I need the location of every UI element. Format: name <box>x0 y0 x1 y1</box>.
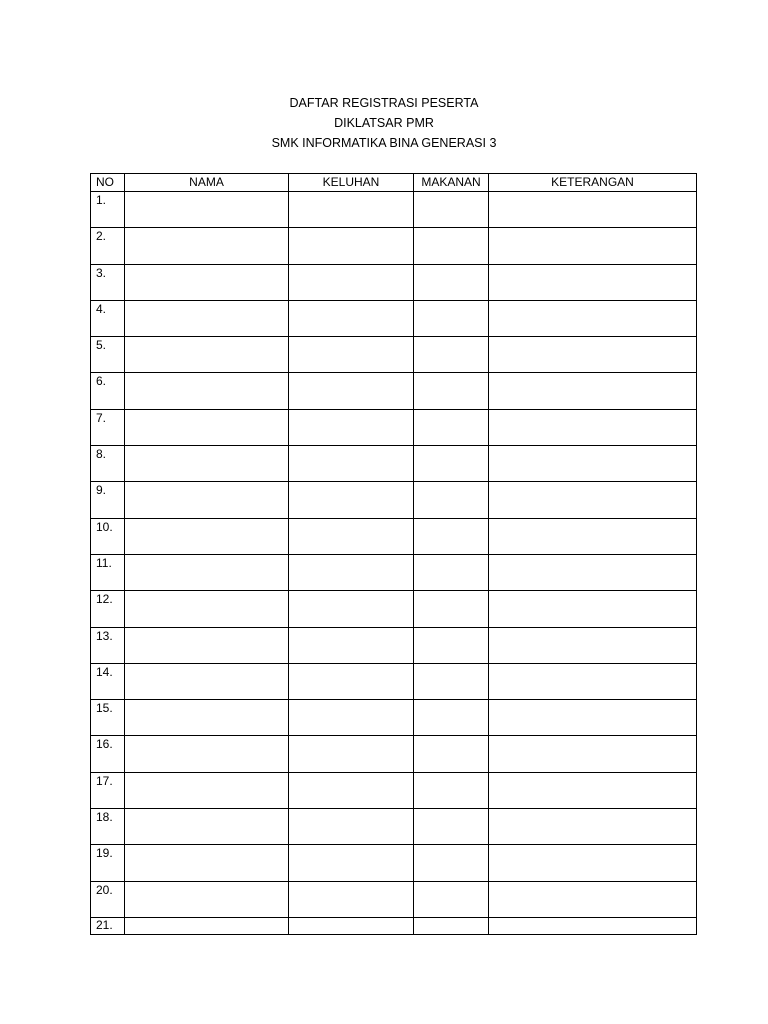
row-number: 6. <box>91 373 125 409</box>
table-row <box>91 591 697 627</box>
makanan-cell <box>414 772 489 808</box>
table-row <box>91 409 697 445</box>
nama-cell <box>125 591 289 627</box>
nama-cell <box>125 192 289 228</box>
keluhan-cell <box>289 845 414 881</box>
keterangan-cell <box>489 482 697 518</box>
keterangan-cell <box>489 337 697 373</box>
nama-cell <box>125 627 289 663</box>
table-row <box>91 518 697 554</box>
makanan-cell <box>414 627 489 663</box>
table-row <box>91 554 697 590</box>
keterangan-cell <box>489 409 697 445</box>
keluhan-cell <box>289 518 414 554</box>
table-row <box>91 917 697 934</box>
keluhan-cell <box>289 736 414 772</box>
makanan-cell <box>414 446 489 482</box>
keterangan-cell <box>489 591 697 627</box>
keluhan-cell <box>289 300 414 336</box>
makanan-cell <box>414 192 489 228</box>
nama-cell <box>125 337 289 373</box>
nama-cell <box>125 446 289 482</box>
column-header-makanan: MAKANAN <box>414 174 489 192</box>
registration-table <box>90 173 697 935</box>
table-row <box>91 663 697 699</box>
table-row <box>91 373 697 409</box>
keterangan-cell <box>489 917 697 934</box>
keterangan-cell <box>489 192 697 228</box>
row-number: 8. <box>91 446 125 482</box>
nama-cell <box>125 700 289 736</box>
makanan-cell <box>414 554 489 590</box>
table-row <box>91 881 697 917</box>
column-header-keterangan: KETERANGAN <box>489 174 697 192</box>
row-number: 11. <box>91 554 125 590</box>
nama-cell <box>125 881 289 917</box>
table-row <box>91 446 697 482</box>
makanan-cell <box>414 917 489 934</box>
table-row <box>91 228 697 264</box>
row-number: 20. <box>91 881 125 917</box>
makanan-cell <box>414 264 489 300</box>
column-header-no: NO <box>91 174 125 192</box>
makanan-cell <box>414 591 489 627</box>
keluhan-cell <box>289 264 414 300</box>
makanan-cell <box>414 809 489 845</box>
keluhan-cell <box>289 373 414 409</box>
keluhan-cell <box>289 809 414 845</box>
makanan-cell <box>414 337 489 373</box>
nama-cell <box>125 772 289 808</box>
column-header-keluhan: KELUHAN <box>289 174 414 192</box>
makanan-cell <box>414 881 489 917</box>
row-number: 9. <box>91 482 125 518</box>
row-number: 15. <box>91 700 125 736</box>
row-number: 18. <box>91 809 125 845</box>
keterangan-cell <box>489 736 697 772</box>
nama-cell <box>125 554 289 590</box>
nama-cell <box>125 373 289 409</box>
row-number: 5. <box>91 337 125 373</box>
makanan-cell <box>414 482 489 518</box>
keluhan-cell <box>289 881 414 917</box>
row-number: 17. <box>91 772 125 808</box>
table-row <box>91 809 697 845</box>
keterangan-cell <box>489 264 697 300</box>
nama-cell <box>125 409 289 445</box>
makanan-cell <box>414 663 489 699</box>
keluhan-cell <box>289 554 414 590</box>
keterangan-cell <box>489 446 697 482</box>
makanan-cell <box>414 300 489 336</box>
makanan-cell <box>414 845 489 881</box>
nama-cell <box>125 228 289 264</box>
nama-cell <box>125 736 289 772</box>
makanan-cell <box>414 700 489 736</box>
nama-cell <box>125 663 289 699</box>
keterangan-cell <box>489 228 697 264</box>
makanan-cell <box>414 518 489 554</box>
table-row <box>91 300 697 336</box>
row-number: 1. <box>91 192 125 228</box>
keluhan-cell <box>289 228 414 264</box>
table-row <box>91 627 697 663</box>
keterangan-cell <box>489 518 697 554</box>
document-title <box>0 93 768 153</box>
keluhan-cell <box>289 409 414 445</box>
title-line-2: DIKLATSAR PMR <box>334 116 434 130</box>
nama-cell <box>125 518 289 554</box>
row-number: 2. <box>91 228 125 264</box>
nama-cell <box>125 300 289 336</box>
keluhan-cell <box>289 627 414 663</box>
table-row <box>91 264 697 300</box>
makanan-cell <box>414 409 489 445</box>
title-line-3: SMK INFORMATIKA BINA GENERASI 3 <box>271 136 497 150</box>
keluhan-cell <box>289 446 414 482</box>
nama-cell <box>125 809 289 845</box>
row-number: 7. <box>91 409 125 445</box>
keterangan-cell <box>489 809 697 845</box>
table-row <box>91 736 697 772</box>
keluhan-cell <box>289 591 414 627</box>
row-number: 14. <box>91 663 125 699</box>
table-row <box>91 192 697 228</box>
table-row <box>91 482 697 518</box>
table-row <box>91 845 697 881</box>
row-number: 19. <box>91 845 125 881</box>
table-row <box>91 337 697 373</box>
keterangan-cell <box>489 772 697 808</box>
nama-cell <box>125 264 289 300</box>
row-number: 12. <box>91 591 125 627</box>
table-row <box>91 772 697 808</box>
row-number: 4. <box>91 300 125 336</box>
column-header-nama: NAMA <box>125 174 289 192</box>
title-line-1: DAFTAR REGISTRASI PESERTA <box>289 96 479 110</box>
row-number: 10. <box>91 518 125 554</box>
row-number: 21. <box>91 917 125 934</box>
keluhan-cell <box>289 337 414 373</box>
makanan-cell <box>414 373 489 409</box>
row-number: 16. <box>91 736 125 772</box>
nama-cell <box>125 845 289 881</box>
keluhan-cell <box>289 772 414 808</box>
keterangan-cell <box>489 881 697 917</box>
keterangan-cell <box>489 300 697 336</box>
keluhan-cell <box>289 192 414 228</box>
makanan-cell <box>414 228 489 264</box>
keterangan-cell <box>489 845 697 881</box>
table-header-row <box>91 174 697 192</box>
keterangan-cell <box>489 554 697 590</box>
keluhan-cell <box>289 663 414 699</box>
keterangan-cell <box>489 627 697 663</box>
nama-cell <box>125 917 289 934</box>
row-number: 13. <box>91 627 125 663</box>
keluhan-cell <box>289 917 414 934</box>
keterangan-cell <box>489 700 697 736</box>
row-number: 3. <box>91 264 125 300</box>
table-row <box>91 700 697 736</box>
keluhan-cell <box>289 700 414 736</box>
nama-cell <box>125 482 289 518</box>
makanan-cell <box>414 736 489 772</box>
keluhan-cell <box>289 482 414 518</box>
keterangan-cell <box>489 663 697 699</box>
keterangan-cell <box>489 373 697 409</box>
